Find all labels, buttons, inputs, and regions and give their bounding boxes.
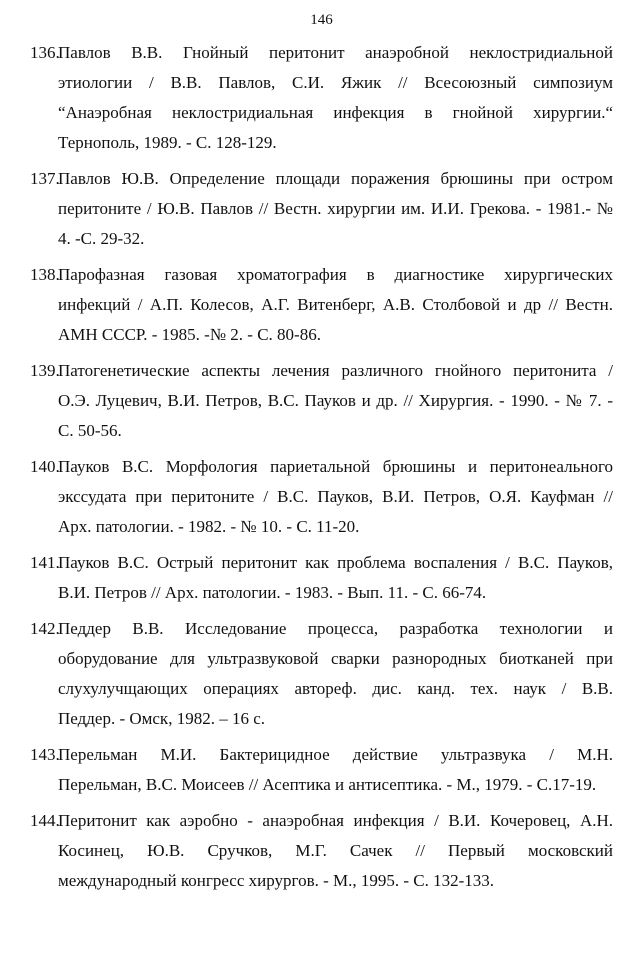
reference-line: Перельман, В.С. Моисеев // Асептика и антисептика. - М., 1979. - С.17-19.: [58, 775, 597, 794]
reference-item: [30, 614, 613, 734]
reference-number: 136.: [30, 43, 60, 62]
reference-line: Тернополь, 1989. - С. 128-129.: [58, 133, 277, 152]
reference-number: 139.: [30, 361, 60, 380]
reference-number: 140.: [30, 457, 60, 476]
reference-line: инфекций / А.П. Колесов, А.Г. Витенберг, А.В. Столбовой и др // Вестн.: [58, 295, 613, 314]
reference-number: 141.: [30, 553, 60, 572]
reference-line: В.И. Петров // Арх. патологии. - 1983. - Вып. 11. - С. 66-74.: [58, 583, 487, 602]
reference-line: слухулучщающих операциях автореф. дис. канд. тех. наук / В.В.: [58, 679, 613, 698]
reference-number: 142.: [30, 619, 60, 638]
reference-item: [30, 164, 613, 254]
reference-line: О.Э. Луцевич, В.И. Петров, В.С. Пауков и др. // Хирургия. - 1990. - № 7. -: [58, 391, 613, 410]
reference-line: оборудование для ультразвуковой сварки разнородных биотканей при: [58, 649, 613, 668]
reference-number: 143.: [30, 745, 60, 764]
reference-item: [30, 548, 613, 608]
reference-item: [30, 38, 613, 158]
reference-item: [30, 356, 613, 446]
reference-line: Патогенетические аспекты лечения различного гнойного перитонита /: [58, 361, 613, 380]
reference-line: 4. -С. 29-32.: [58, 229, 145, 248]
reference-item: [30, 740, 613, 800]
reference-line: Пауков В.С. Острый перитонит как проблема воспаления / В.С. Пауков,: [58, 553, 613, 572]
reference-number: 138.: [30, 265, 60, 284]
reference-line: “Анаэробная неклостридиальная инфекция в гнойной хирургии.“: [58, 103, 613, 122]
reference-line: Перитонит как аэробно - анаэробная инфекция / В.И. Кочеровец, А.Н.: [58, 811, 613, 830]
reference-line: Арх. патологии. - 1982. - № 10. - С. 11-20.: [58, 517, 360, 536]
reference-line: Пауков В.С. Морфология париетальной брюшины и перитонеального: [58, 457, 613, 476]
reference-list: [30, 38, 613, 902]
reference-item: [30, 260, 613, 350]
reference-line: АМН СССР. - 1985. -№ 2. - С. 80-86.: [58, 325, 321, 344]
reference-number: 144.: [30, 811, 60, 830]
reference-line: этиологии / В.В. Павлов, С.И. Яжик // Всесоюзный симпозиум: [58, 73, 613, 92]
reference-line: Перельман М.И. Бактерицидное действие ультразвука / М.Н.: [58, 745, 613, 764]
reference-line: Павлов Ю.В. Определение площади поражения брюшины при остром: [58, 169, 613, 188]
reference-number: 137.: [30, 169, 60, 188]
reference-line: Парофазная газовая хроматография в диагностике хирургических: [58, 265, 613, 284]
reference-line: С. 50-56.: [58, 421, 122, 440]
reference-line: Педдер. - Омск, 1982. – 16 с.: [58, 709, 265, 728]
reference-line: международный конгресс хирургов. - М., 1995. - С. 132-133.: [58, 871, 495, 890]
reference-line: Косинец, Ю.В. Сручков, М.Г. Сачек // Первый московский: [58, 841, 613, 860]
reference-line: Педдер В.В. Исследование процесса, разработка технологии и: [58, 619, 613, 638]
reference-line: перитоните / Ю.В. Павлов // Вестн. хирургии им. И.И. Грекова. - 1981.- №: [58, 199, 613, 218]
reference-line: Павлов В.В. Гнойный перитонит анаэробной неклостридиальной: [58, 43, 613, 62]
reference-item: [30, 452, 613, 542]
reference-item: [30, 806, 613, 896]
page-number: 146: [310, 12, 333, 28]
reference-line: экссудата при перитоните / В.С. Пауков, В.И. Петров, О.Я. Кауфман //: [58, 487, 613, 506]
